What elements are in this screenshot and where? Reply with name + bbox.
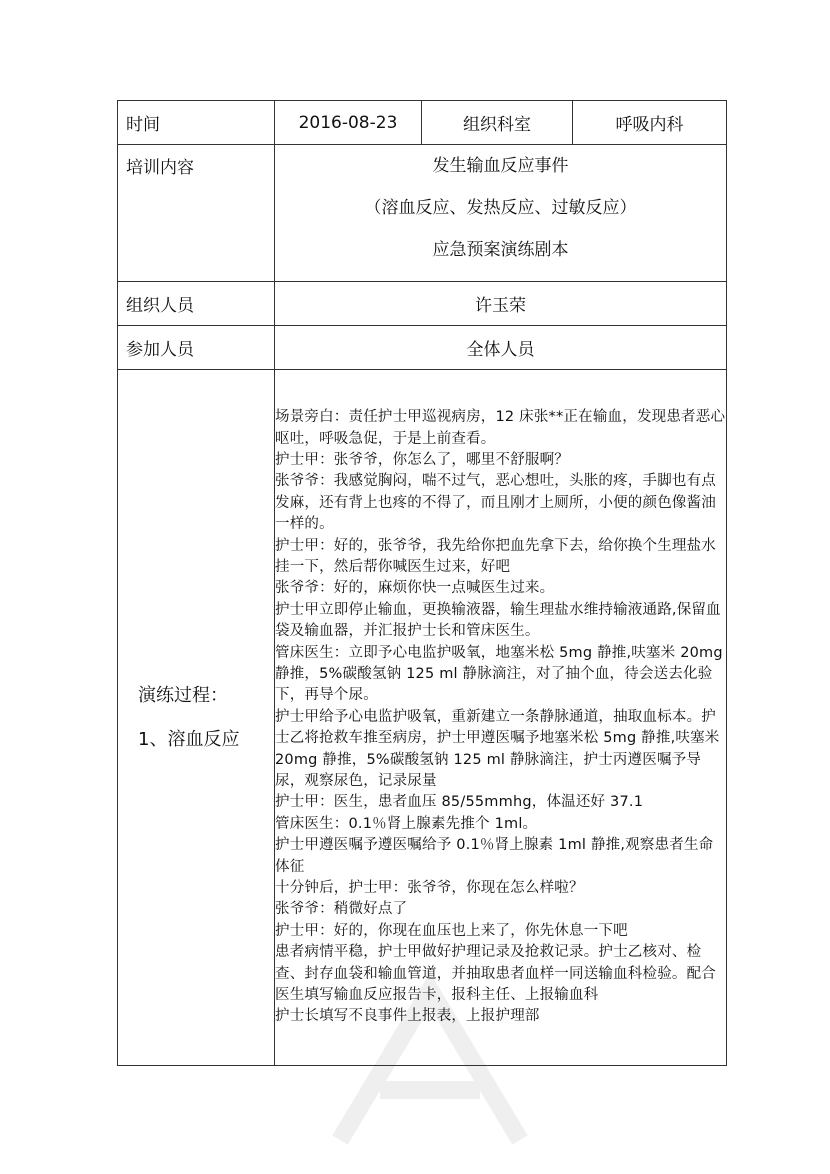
time-label: 时间 — [118, 101, 275, 145]
script-paragraph: 护士甲给予心电监护吸氧，重新建立一条静脉通道，抽取血标本。护士乙将抢救车推至病房，护士甲遵医嘱予地塞米松 5mg 静推,呋塞米 20mg 静推，5%碳酸氢钠 125 ml 静脉滴注，护士丙遵医嘱予导尿，观察尿色，记录尿量 — [275, 708, 720, 790]
script-paragraph: 管床医生：0.1％肾上腺素先推个 1ml。 — [275, 815, 538, 832]
script-paragraph: 护士甲立即停止输血，更换输液器，输生理盐水维持输液通路,保留血袋及输血器，并汇报护士长和管床医生。 — [275, 601, 721, 640]
training-content-cell — [275, 145, 727, 282]
script-paragraph: 护士甲：张爷爷，你怎么了，哪里不舒服啊？ — [275, 451, 569, 468]
script-paragraph: 管床医生：立即予心电监护吸氧，地塞米松 5mg 静推,呋塞米 20mg 静推，5%碳酸氢钠 125 ml 静脉滴注，对了抽个血，待会送去化验下，再导个尿。 — [275, 644, 723, 704]
training-content-row — [118, 145, 727, 282]
script-paragraph: 护士甲遵医嘱予遵医嘱给予 0.1％肾上腺素 1ml 静推,观察患者生命体征 — [275, 837, 714, 875]
participants-value: 全体人员 — [275, 326, 727, 370]
script-paragraph: 护士甲：好的，你现在血压也上来了，你先休息一下吧 — [275, 922, 628, 939]
date-value: 2016-08-23 — [275, 101, 422, 145]
training-content-label: 培训内容 — [118, 145, 275, 282]
script-paragraph: 张爷爷：好的，麻烦你快一点喊医生过来。 — [275, 580, 555, 597]
script-paragraph: 十分钟后，护士甲：张爷爷，你现在怎么样啦？ — [275, 880, 584, 897]
process-section: 1、溶血反应 — [138, 728, 240, 750]
training-script-line: 应急预案演练剧本 — [432, 240, 569, 260]
script-paragraph: 张爷爷：我感觉胸闷，喘不过气，恶心想吐，头胀的疼，手脚也有点发麻，还有背上也疼的不得了，而且刚才上厕所，小便的颜色像酱油一样的。 — [275, 473, 716, 533]
dept-value: 呼吸内科 — [573, 101, 727, 145]
script-paragraph: 护士长填写不良事件上报表，上报护理部 — [275, 1008, 540, 1025]
process-row — [118, 370, 727, 1066]
training-subtitle-line: （溶血反应、发热反应、过敏反应） — [364, 198, 637, 218]
organizer-row — [118, 282, 727, 326]
process-label: 演练过程： — [138, 684, 228, 706]
participants-label: 参加人员 — [118, 326, 275, 370]
script-paragraph: 场景旁白：责任护士甲巡视病房，12 床张**正在输血，发现患者恶心呕吐，呼吸急促，于是上前查看。 — [275, 409, 726, 447]
dept-label: 组织科室 — [422, 101, 573, 145]
organizer-value: 许玉荣 — [275, 282, 727, 326]
header-row — [118, 101, 727, 145]
script-paragraph: 张爷爷：稍微好点了 — [275, 901, 408, 918]
process-label-cell — [118, 370, 275, 1066]
script-paragraph: 护士甲：好的，张爷爷，我先给你把血先拿下去，给你换个生理盐水挂一下，然后帮你喊医生过来，好吧 — [275, 537, 716, 575]
training-record-table — [117, 100, 727, 1066]
training-title-line: 发生输血反应事件 — [432, 156, 569, 176]
process-script — [275, 370, 727, 1066]
script-paragraph: 患者病情平稳，护士甲做好护理记录及抢救记录。护士乙核对、检查、封存血袋和输血管道，并抽取患者血样一同送输血科检验。配合医生填写输血反应报告卡，报科主任、上报输血科 — [275, 944, 716, 1004]
participants-row — [118, 326, 727, 370]
script-paragraph: 护士甲：医生，患者血压 85/55mmhg，体温还好 37.1 — [275, 794, 644, 811]
organizer-label: 组织人员 — [118, 282, 275, 326]
